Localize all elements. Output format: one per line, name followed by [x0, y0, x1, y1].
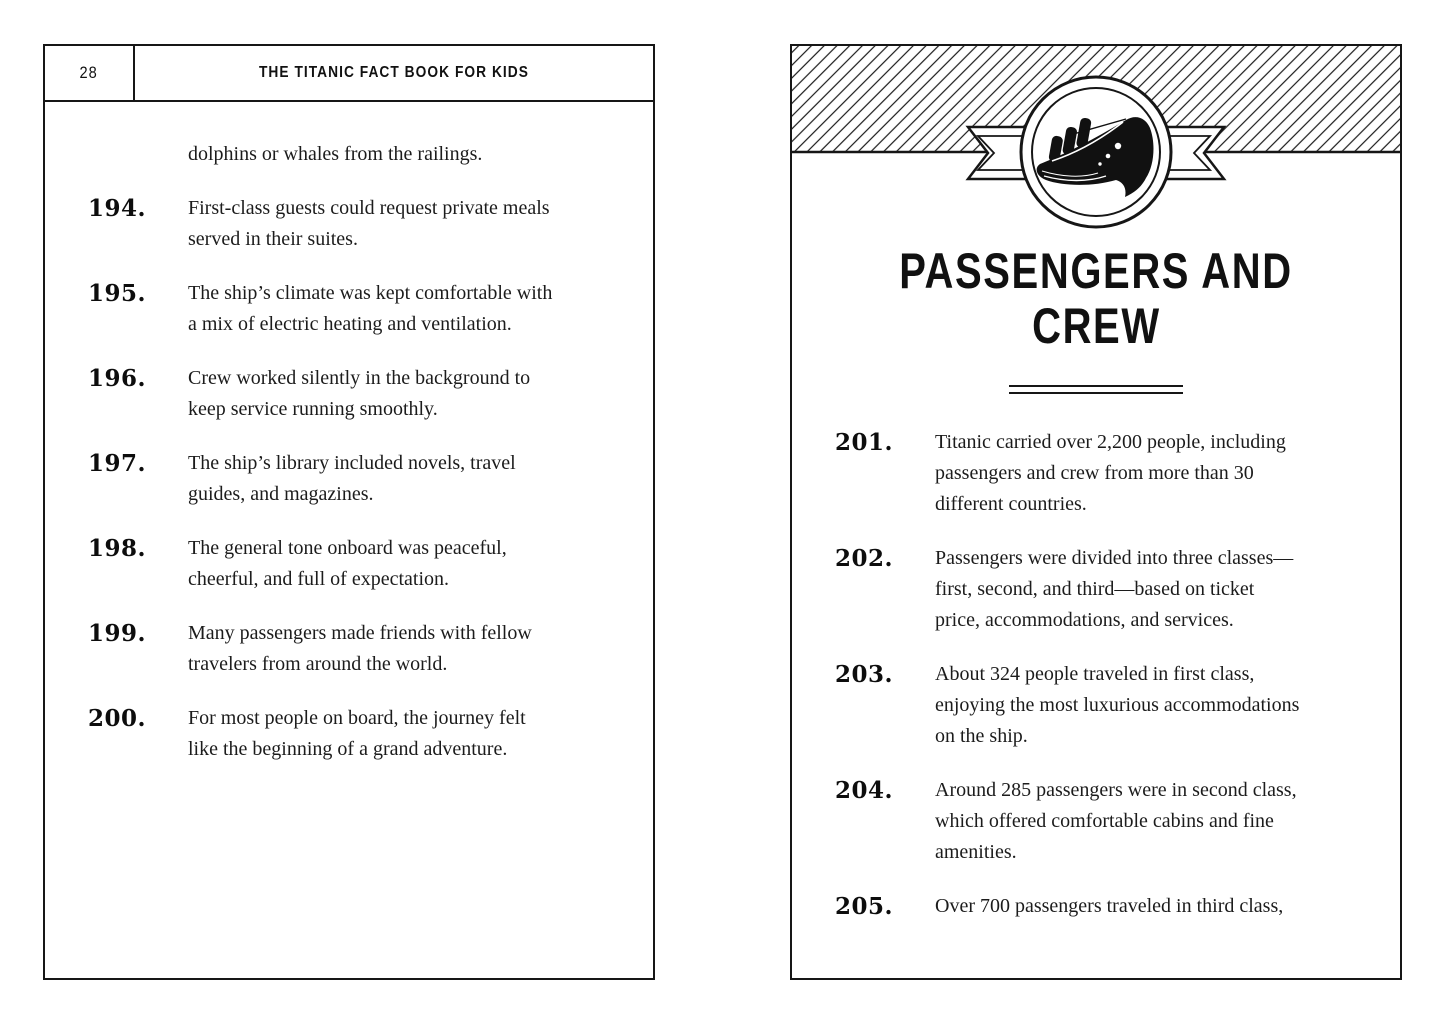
fact-number: 196. [88, 365, 147, 392]
fact-text [188, 363, 625, 425]
fact-line: Over 700 passengers traveled in third class, [935, 895, 1284, 917]
running-header-text: THE TITANIC FACT BOOK FOR KIDS [259, 64, 529, 81]
left-page [43, 44, 655, 980]
fact-line: first, second, and third—based on ticket [935, 578, 1255, 600]
fact-text [188, 618, 625, 680]
fact-line: Around 285 passengers were in second class, [935, 779, 1297, 801]
facts-list-right [792, 427, 1400, 922]
chapter-title-line-2: CREW [1031, 298, 1161, 354]
fact-row-194 [88, 193, 625, 255]
fact-number: 203. [835, 661, 894, 688]
fact-row-196 [88, 363, 625, 425]
fact-line: The ship’s library included novels, travel [188, 452, 516, 474]
page-number-text: 28 [79, 63, 99, 82]
fact-row-198 [88, 533, 625, 595]
chapter-title [792, 244, 1400, 354]
fact-row-205 [835, 891, 1372, 922]
fact-text [935, 427, 1372, 520]
fact-number: 205. [835, 893, 894, 920]
fact-line: different countries. [935, 493, 1087, 515]
running-header-title [135, 46, 653, 100]
fact-row-201 [835, 427, 1372, 520]
fact-line: dolphins or whales from the railings. [188, 143, 483, 165]
fact-number: 199. [88, 620, 147, 647]
fact-text [935, 891, 1372, 922]
fact-line: Many passengers made friends with fellow [188, 622, 532, 644]
fact-number [88, 139, 188, 170]
fact-line: For most people on board, the journey felt [188, 707, 526, 729]
fact-line: keep service running smoothly. [188, 398, 438, 420]
fact-line: price, accommodations, and services. [935, 609, 1234, 631]
fact-row-204 [835, 775, 1372, 868]
fact-number: 202. [835, 545, 894, 572]
fact-row-202 [835, 543, 1372, 636]
double-rule-divider [1009, 385, 1183, 394]
right-page [790, 44, 1402, 980]
fact-line: First-class guests could request private meals [188, 197, 550, 219]
fact-row-197 [88, 448, 625, 510]
ship-medallion-icon [792, 46, 1400, 232]
fact-line: which offered comfortable cabins and fine [935, 810, 1274, 832]
fact-line: like the beginning of a grand adventure. [188, 738, 508, 760]
fact-text [188, 448, 625, 510]
fact-line: cheerful, and full of expectation. [188, 568, 449, 590]
fact-text [188, 278, 625, 340]
fact-line: The ship’s climate was kept comfortable with [188, 282, 553, 304]
fact-line: on the ship. [935, 725, 1028, 747]
medallion [1021, 77, 1171, 227]
fact-row-199 [88, 618, 625, 680]
chapter-title-line-1: PASSENGERS AND [899, 243, 1293, 299]
fact-line: Crew worked silently in the background to [188, 367, 531, 389]
page-number [45, 46, 135, 100]
fact-number: 204. [835, 777, 894, 804]
fact-line: a mix of electric heating and ventilation. [188, 313, 512, 335]
fact-text [188, 703, 625, 765]
fact-row-continuation [88, 139, 625, 170]
fact-line: served in their suites. [188, 228, 358, 250]
fact-line: Passengers were divided into three classes— [935, 547, 1294, 569]
running-header-bar [45, 46, 653, 102]
fact-row-195 [88, 278, 625, 340]
fact-text [188, 139, 625, 170]
fact-text [935, 775, 1372, 868]
fact-line: Titanic carried over 2,200 people, including [935, 431, 1286, 453]
fact-text [935, 543, 1372, 636]
fact-line: enjoying the most luxurious accommodations [935, 694, 1300, 716]
fact-number: 200. [88, 705, 147, 732]
fact-number: 198. [88, 535, 147, 562]
fact-text [188, 193, 625, 255]
fact-row-203 [835, 659, 1372, 752]
fact-row-200 [88, 703, 625, 765]
fact-line: The general tone onboard was peaceful, [188, 537, 507, 559]
fact-number: 195. [88, 280, 147, 307]
fact-number: 194. [88, 195, 147, 222]
fact-line: guides, and magazines. [188, 483, 374, 505]
fact-text [188, 533, 625, 595]
fact-line: About 324 people traveled in first class, [935, 663, 1255, 685]
fact-line: amenities. [935, 841, 1017, 863]
fact-text [935, 659, 1372, 752]
fact-number: 197. [88, 450, 147, 477]
fact-line: passengers and crew from more than 30 [935, 462, 1254, 484]
fact-number: 201. [835, 429, 894, 456]
fact-line: travelers from around the world. [188, 653, 448, 675]
facts-list-left [45, 102, 653, 765]
